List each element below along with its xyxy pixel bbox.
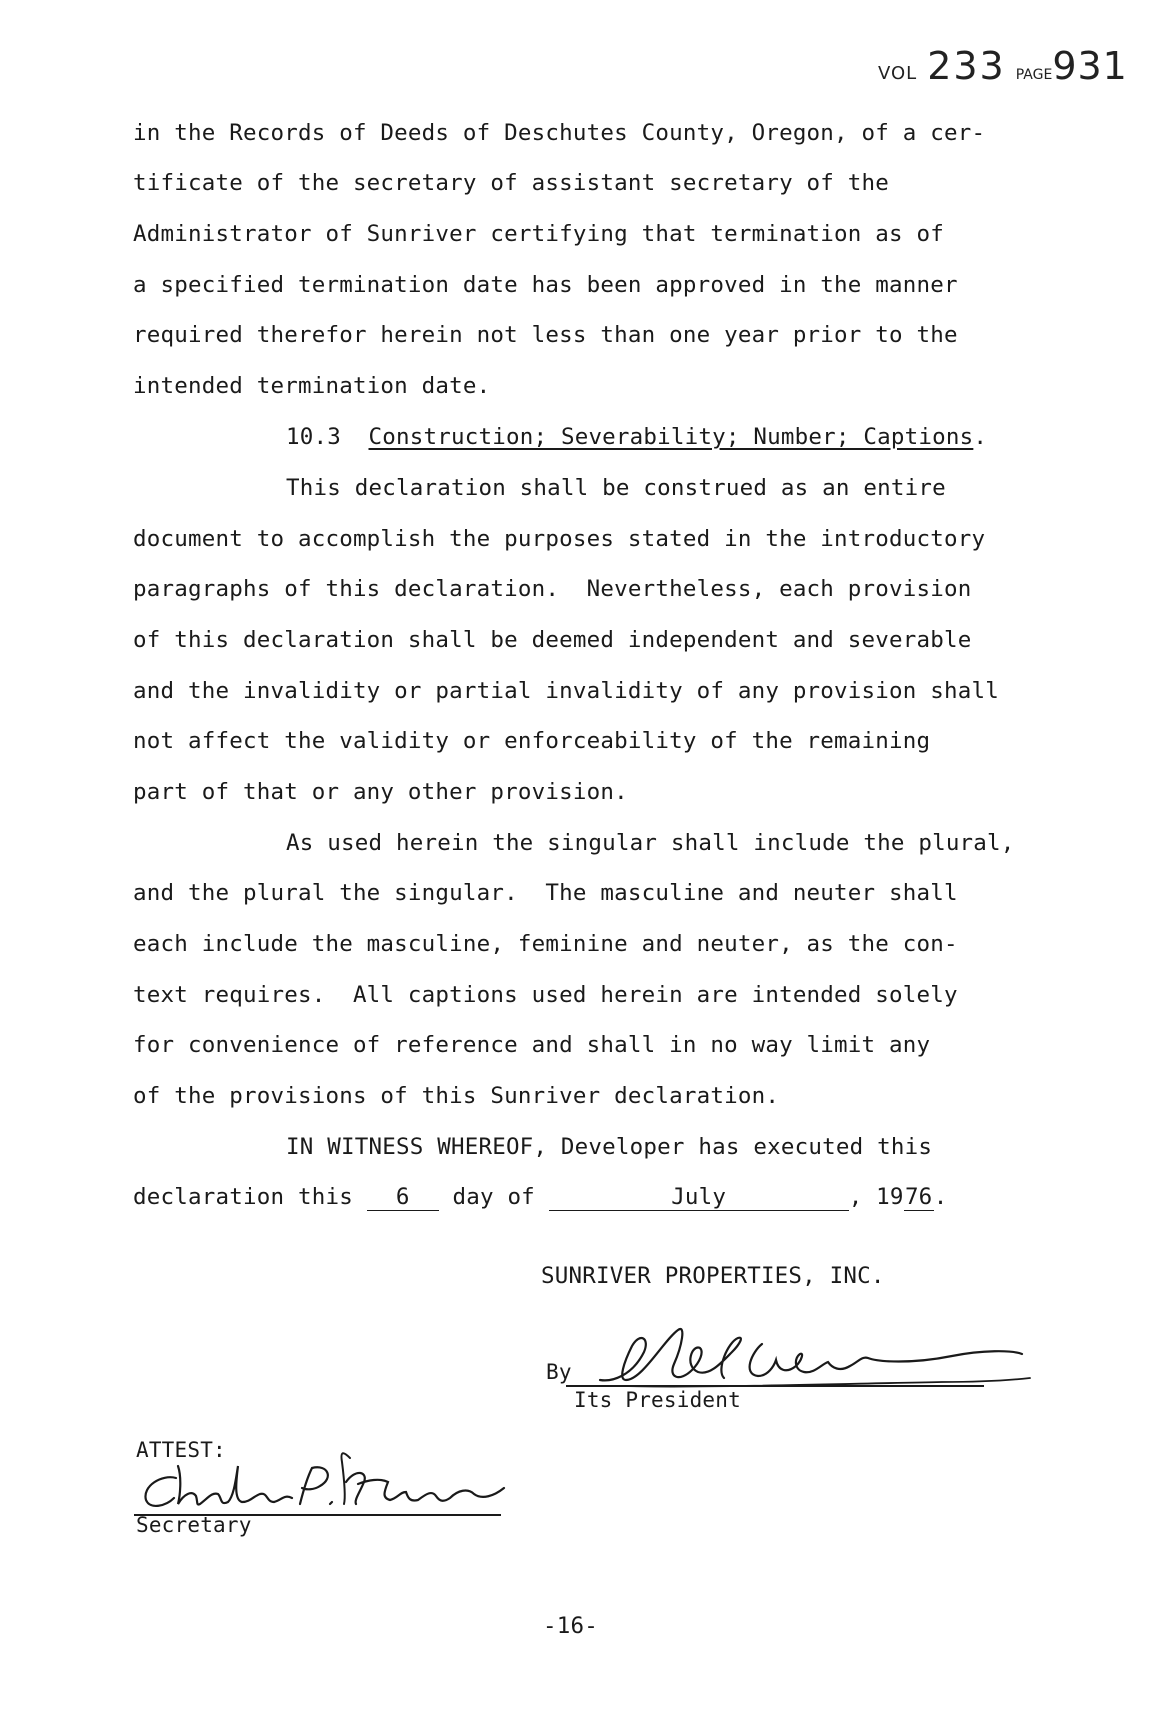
vol-number: 233: [927, 44, 1006, 88]
paragraph-line: of this declaration shall be deemed independent and severable: [133, 627, 972, 653]
paragraph-line: tificate of the secretary of assistant secretary of the: [133, 170, 890, 196]
stamp-page-number: 931: [1052, 44, 1128, 88]
volume-page-stamp: [878, 44, 1128, 88]
paragraph-line: paragraphs of this declaration. Nevertheless, each provision: [133, 576, 972, 602]
day-field: 6: [367, 1186, 439, 1211]
paragraph-line: document to accomplish the purposes stated in the introductory: [133, 526, 986, 552]
year-field: 76: [904, 1184, 933, 1210]
paragraph-line: a specified termination date has been approved in the manner: [133, 272, 958, 298]
by-label: By: [546, 1360, 572, 1384]
paragraph-line: not affect the validity or enforceability of the remaining: [133, 728, 931, 754]
paragraph-line: and the plural the singular. The masculine and neuter shall: [133, 880, 958, 906]
secretary-title: Secretary: [136, 1513, 252, 1537]
section-heading: 10.3 Construction; Severability; Number; Captions.: [286, 424, 988, 450]
paragraph-line: part of that or any other provision.: [133, 779, 628, 805]
paragraph-line: Administrator of Sunriver certifying that termination as of: [133, 221, 945, 247]
president-signature-line: [566, 1385, 984, 1387]
witness-date-line: declaration this 6 day of July , 1976.: [133, 1184, 948, 1210]
paragraph-line: required therefor herein not less than one year prior to the: [133, 322, 958, 348]
paragraph-line: text requires. All captions used herein are intended solely: [133, 982, 958, 1008]
paragraph-line: and the invalidity or partial invalidity of any provision shall: [133, 678, 1000, 704]
secretary-signature: [132, 1438, 512, 1518]
paragraph-line: for convenience of reference and shall in no way limit any: [133, 1032, 931, 1058]
witness-line: IN WITNESS WHEREOF, Developer has executed this: [286, 1134, 933, 1160]
page-footer-number: -16-: [543, 1613, 598, 1639]
paragraph-line: intended termination date.: [133, 373, 491, 399]
paragraph-line: As used herein the singular shall include the plural,: [286, 830, 1015, 856]
section-number: 10.3: [286, 424, 341, 450]
attest-label: ATTEST:: [136, 1438, 226, 1462]
paragraph-line: in the Records of Deeds of Deschutes County, Oregon, of a cer-: [133, 120, 986, 146]
page-label: PAGE: [1015, 67, 1053, 83]
paragraph-line: of the provisions of this Sunriver declaration.: [133, 1083, 780, 1109]
paragraph-line: This declaration shall be construed as an entire: [286, 475, 946, 501]
president-title: Its President: [574, 1388, 741, 1412]
month-field: July: [549, 1186, 849, 1211]
company-name: SUNRIVER PROPERTIES, INC.: [541, 1263, 885, 1289]
section-title: Construction; Severability; Number; Captions: [368, 424, 974, 450]
paragraph-line: each include the masculine, feminine and neuter, as the con-: [133, 931, 958, 957]
vol-label: VOL: [878, 63, 918, 84]
